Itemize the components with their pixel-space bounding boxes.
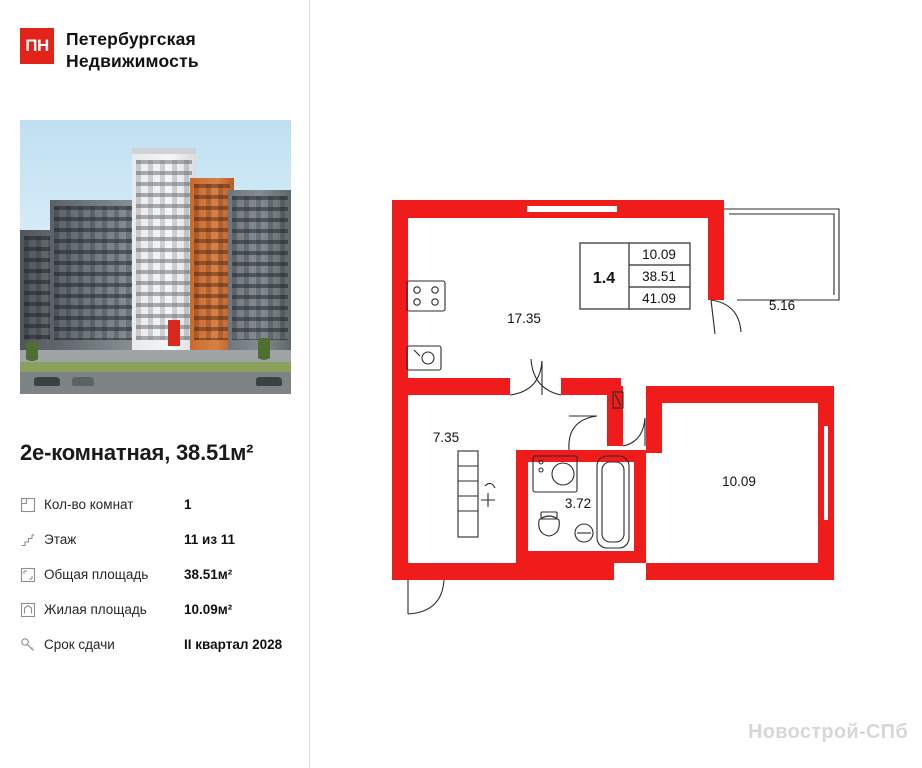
room-area-bedroom: 10.09 [722,474,756,489]
spec-label: Этаж [44,532,77,547]
total-area-icon [20,567,36,583]
photo-building-block [50,200,138,350]
balcony-outline [724,209,839,300]
wardrobe [458,451,478,537]
spec-row-floor [20,522,292,557]
brand-name-line1: Петербургская [66,29,196,49]
stamp-total-area: 38.51 [642,269,676,284]
photo-tree [26,342,38,368]
room-area-bathroom: 3.72 [564,496,592,511]
photo-windows [136,160,192,340]
info-sidebar [0,0,310,768]
key-icon [20,637,36,653]
room-area-balcony: 5.16 [768,298,796,313]
logo-mark: ПН [20,28,54,64]
spec-label: Общая площадь [44,567,149,582]
door-arc-hall [510,361,542,395]
kitchen-hob [407,281,445,311]
spec-label: Жилая площадь [44,602,147,617]
hall-fixture [481,483,495,507]
plan-stamp [580,243,690,309]
spec-row-rooms [20,487,292,522]
stamp-living-area: 10.09 [642,247,676,262]
photo-building-block [132,154,196,350]
spec-value: II квартал 2028 [184,637,283,652]
kitchen-sink [407,346,441,370]
photo-windows [54,206,134,340]
photo-tree [258,338,270,368]
rooms-icon [20,497,36,513]
photo-grass [20,362,291,372]
page-title: 2е-комнатная, 38.51м² [20,440,254,465]
floor-plan-drawing[interactable] [311,0,922,768]
brand-name-line2: Недвижимость [66,51,199,72]
watermark: Новострой-СПб [747,721,908,743]
spec-row-deadline [20,627,292,662]
photo-car [256,377,282,386]
photo-signboard [168,320,180,346]
room-area-living-kitchen: 17.35 [507,311,541,326]
photo-car [34,377,60,386]
stamp-apartment-no: 1.4 [592,270,616,287]
spec-value: 38.51м² [184,567,233,582]
spec-row-total-area [20,557,292,592]
photo-windows [194,184,230,340]
floor-icon [20,532,36,548]
entrance-door [408,580,444,614]
live-area-icon [20,602,36,618]
balcony-inner [729,214,834,295]
specs-list [20,487,292,662]
spec-value: 10.09м² [184,602,233,617]
spec-label: Кол-во комнат [44,497,134,512]
door-arc-bedroom [623,418,645,446]
door-arc-bath [569,416,597,450]
brand-name [66,28,199,73]
photo-car [72,377,94,386]
floor-plan-panel[interactable] [311,0,922,768]
spec-value: 11 из 11 [184,532,236,547]
brand-logo[interactable] [20,28,199,73]
door-arc-livingroom [531,359,561,395]
photo-roof [132,148,196,154]
photo-road [20,372,291,394]
photo-building-block [20,230,54,350]
photo-windows [232,196,288,340]
photo-building-block [228,190,291,350]
spec-row-living-area [20,592,292,627]
photo-windows [24,236,50,340]
building-photo[interactable] [20,120,291,394]
spec-label: Срок сдачи [44,637,115,652]
room-area-hall: 7.35 [432,430,460,445]
spec-value: 1 [184,497,192,512]
stamp-area-with-balcony: 41.09 [642,291,676,306]
